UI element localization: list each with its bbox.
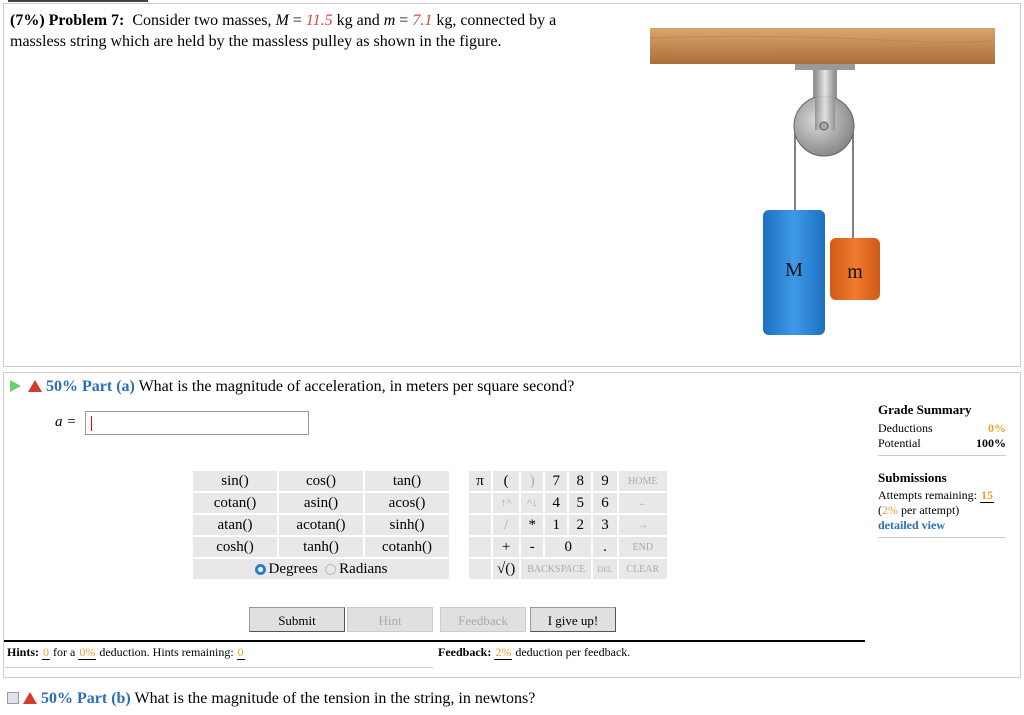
part-b-question: What is the magnitude of the tension in the string, in newtons? <box>134 690 536 707</box>
play-arrow-icon[interactable] <box>10 380 21 392</box>
key-7[interactable]: 7 <box>545 471 567 491</box>
key-dot[interactable]: . <box>593 537 617 557</box>
warning-icon <box>23 692 37 704</box>
hint-divider <box>4 640 865 642</box>
submit-button[interactable]: Submit <box>249 607 345 632</box>
hints-info: Hints: 0 for a 0% deduction. Hints remaining: 0 <box>7 645 244 659</box>
warning-icon <box>28 380 42 392</box>
detailed-view-link[interactable]: detailed view <box>878 518 945 532</box>
key-3[interactable]: 3 <box>593 515 617 535</box>
key-up-power[interactable]: ↑^ <box>493 493 519 513</box>
key-tan[interactable]: tan() <box>365 471 449 491</box>
radio-degrees[interactable] <box>255 564 266 575</box>
feedback-button[interactable]: Feedback <box>440 607 526 632</box>
pulley-figure <box>645 22 995 342</box>
radio-radians[interactable] <box>325 564 336 575</box>
key-asin[interactable]: asin() <box>279 493 363 513</box>
mass-m-value: 7.1 <box>412 12 433 29</box>
key-sin[interactable]: sin() <box>193 471 277 491</box>
key-sinh[interactable]: sinh() <box>365 515 449 535</box>
key-pi[interactable]: π <box>469 471 491 491</box>
key-down-power[interactable]: ^↓ <box>521 493 543 513</box>
key-divide[interactable]: / <box>493 515 519 535</box>
key-home[interactable]: HOME <box>619 471 667 491</box>
potential-value: 100% <box>976 436 1006 450</box>
part-collapsed-icon[interactable] <box>7 692 19 704</box>
hints-underline <box>5 667 433 668</box>
mass-m-label: m <box>847 261 863 283</box>
ceiling-beam <box>650 28 995 64</box>
give-up-button[interactable]: I give up! <box>530 607 616 632</box>
problem-statement: (7%) Problem 7: Consider two masses, M = 11.5 kg and m = 7.1 kg, connected by a massless string which are held by the massless pulley as shown in the figure. <box>10 12 557 50</box>
key-4[interactable]: 4 <box>545 493 567 513</box>
key-1[interactable]: 1 <box>545 515 567 535</box>
problem-label: Problem 7: <box>48 12 125 29</box>
key-close-paren[interactable]: ) <box>521 471 543 491</box>
answer-input[interactable] <box>85 411 309 435</box>
pulley-mount <box>795 64 855 70</box>
key-atan[interactable]: atan() <box>193 515 277 535</box>
key-8[interactable]: 8 <box>569 471 591 491</box>
top-border <box>8 0 148 2</box>
attempts-remaining: 15 <box>980 488 993 502</box>
key-right-arrow[interactable]: → <box>619 515 667 535</box>
key-minus[interactable]: - <box>521 537 543 557</box>
part-b-header: 50% Part (b) What is the magnitude of the tension in the string, in newtons? <box>7 690 535 708</box>
key-cotanh[interactable]: cotanh() <box>365 537 449 557</box>
hint-button[interactable]: Hint <box>347 607 433 632</box>
submissions-title: Submissions <box>878 470 947 485</box>
key-clear[interactable]: CLEAR <box>619 559 667 579</box>
key-left-arrow[interactable]: ← <box>619 493 667 513</box>
key-cosh[interactable]: cosh() <box>193 537 277 557</box>
key-9[interactable]: 9 <box>593 471 617 491</box>
part-a-header: 50% Part (a) What is the magnitude of acceleration, in meters per square second? <box>10 378 574 396</box>
mass-M-value: 11.5 <box>305 12 333 29</box>
key-blank <box>469 537 491 557</box>
key-open-paren[interactable]: ( <box>493 471 519 491</box>
key-acotan[interactable]: acotan() <box>279 515 363 535</box>
feedback-info: Feedback: 2% deduction per feedback. <box>438 645 631 659</box>
grade-summary-title: Grade Summary <box>878 402 972 417</box>
key-plus[interactable]: + <box>493 537 519 557</box>
key-sqrt[interactable]: √() <box>493 559 519 579</box>
key-5[interactable]: 5 <box>569 493 591 513</box>
key-blank <box>469 493 491 513</box>
key-multiply[interactable]: * <box>521 515 543 535</box>
key-acos[interactable]: acos() <box>365 493 449 513</box>
grade-summary: Grade Summary Deductions 0% Potential 100% Submissions Attempts remaining: 15 (2% per attempt) detailed view <box>878 402 1006 538</box>
key-cos[interactable]: cos() <box>279 471 363 491</box>
problem-weight: (7%) <box>10 12 45 29</box>
keypad <box>191 469 669 581</box>
key-2[interactable]: 2 <box>569 515 591 535</box>
key-blank <box>469 515 491 535</box>
key-0[interactable]: 0 <box>545 537 591 557</box>
key-tanh[interactable]: tanh() <box>279 537 363 557</box>
part-a-question: What is the magnitude of acceleration, in meters per square second? <box>138 378 575 395</box>
key-del[interactable]: DEL <box>593 559 617 579</box>
key-backspace[interactable]: BACKSPACE <box>521 559 591 579</box>
key-6[interactable]: 6 <box>593 493 617 513</box>
key-end[interactable]: END <box>619 537 667 557</box>
mass-M-label: M <box>785 259 803 281</box>
key-cotan[interactable]: cotan() <box>193 493 277 513</box>
deductions-value: 0% <box>988 421 1006 435</box>
answer-variable: a = <box>55 414 77 430</box>
key-blank <box>469 559 491 579</box>
angle-mode: Degrees Radians <box>193 559 449 579</box>
